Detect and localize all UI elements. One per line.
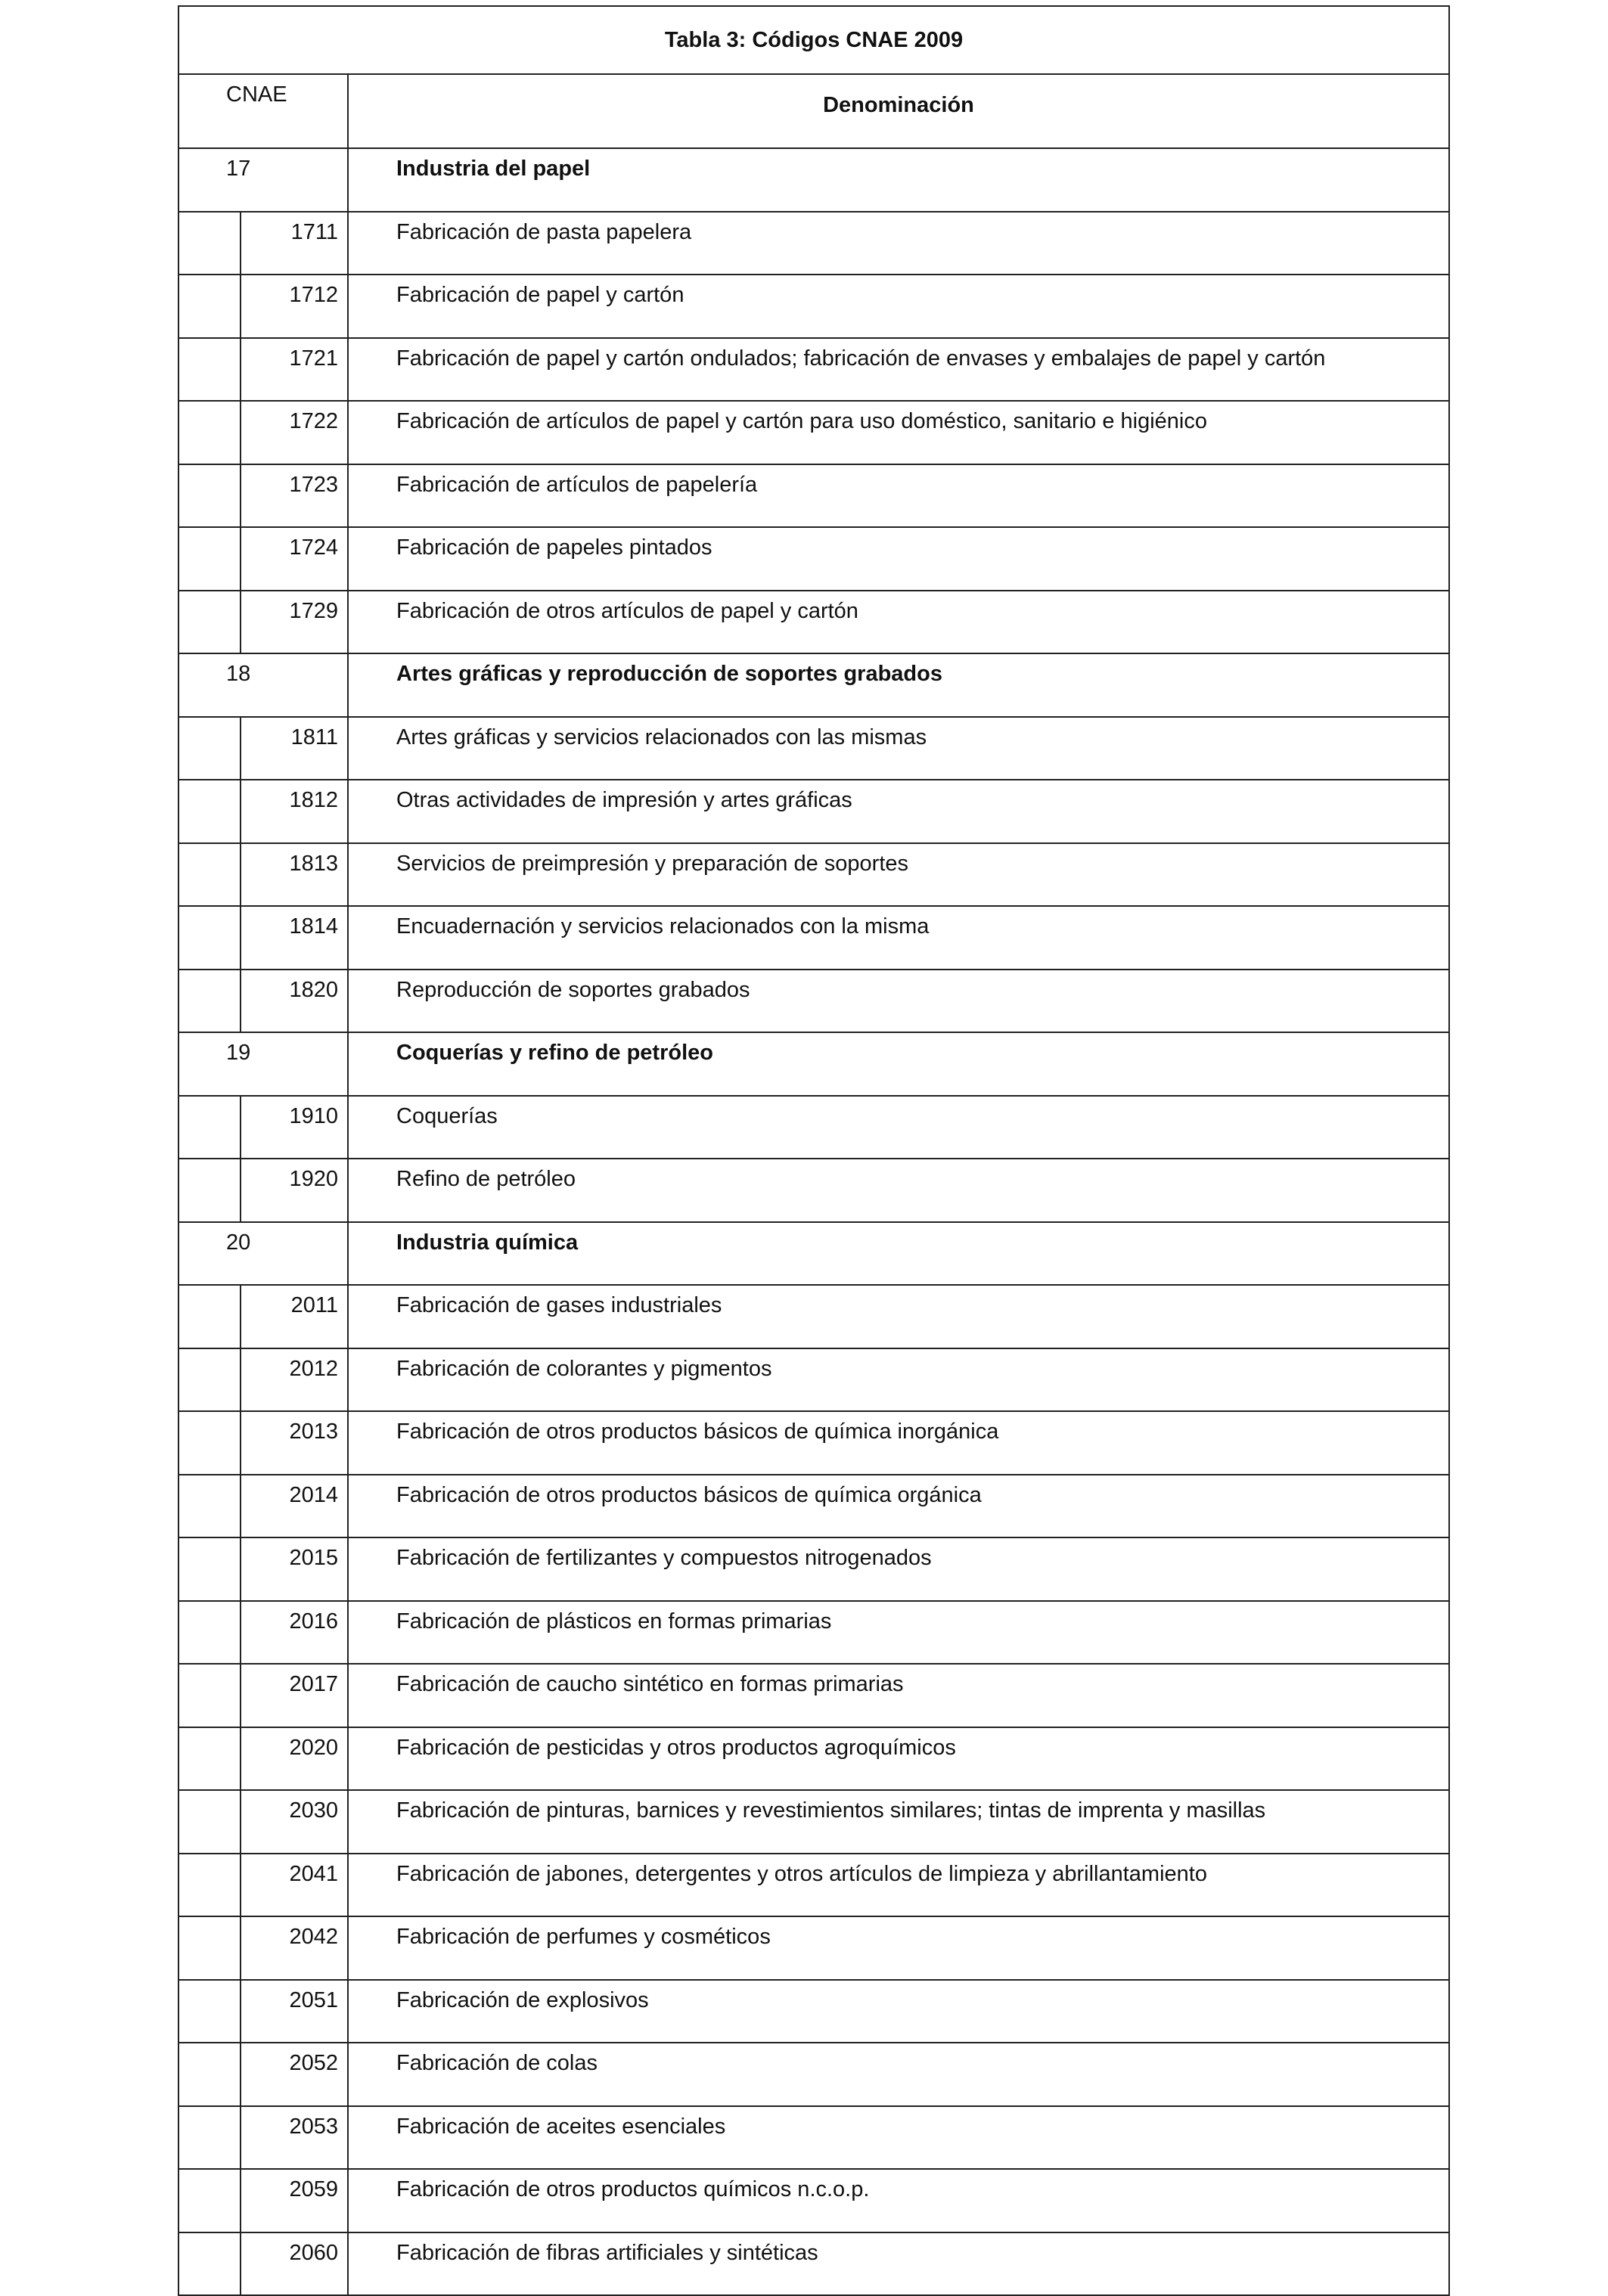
cnae-table (178, 5, 1450, 2296)
indent-cell (178, 1159, 241, 1222)
table-row (178, 1475, 1449, 1538)
indent-cell (178, 1727, 241, 1791)
item-code: 2060 (241, 2232, 348, 2296)
item-code: 1811 (241, 717, 348, 780)
item-code: 1723 (241, 464, 348, 528)
table-row (178, 2043, 1449, 2106)
item-code: 1814 (241, 906, 348, 970)
group-name: Artes gráficas y reproducción de soportes grabados (348, 653, 1449, 717)
table-row (178, 1411, 1449, 1475)
item-code: 1711 (241, 212, 348, 275)
indent-cell (178, 906, 241, 970)
item-name: Fabricación de pesticidas y otros productos agroquímicos (348, 1727, 1449, 1791)
header-denominacion: Denominación (348, 74, 1449, 148)
item-name: Refino de petróleo (348, 1159, 1449, 1222)
item-code: 2012 (241, 1348, 348, 1412)
item-name: Otras actividades de impresión y artes gráficas (348, 780, 1449, 843)
table-row (178, 1916, 1449, 1980)
item-code: 1722 (241, 401, 348, 464)
indent-cell (178, 527, 241, 591)
indent-cell (178, 2106, 241, 2170)
table-row (178, 843, 1449, 907)
table-title: Tabla 3: Códigos CNAE 2009 (178, 6, 1449, 74)
item-name: Fabricación de gases industriales (348, 1285, 1449, 1348)
item-name: Fabricación de pasta papelera (348, 212, 1449, 275)
table-row (178, 2169, 1449, 2232)
item-name: Fabricación de otros artículos de papel y cartón (348, 591, 1449, 654)
group-name: Industria química (348, 1222, 1449, 1286)
group-code: 20 (178, 1222, 348, 1286)
indent-cell (178, 1475, 241, 1538)
item-code: 2015 (241, 1537, 348, 1601)
indent-cell (178, 2043, 241, 2106)
item-name: Fabricación de jabones, detergentes y otros artículos de limpieza y abrillantamiento (348, 1854, 1449, 1917)
indent-cell (178, 1537, 241, 1601)
item-code: 2053 (241, 2106, 348, 2170)
item-code: 1910 (241, 1096, 348, 1159)
item-code: 1813 (241, 843, 348, 907)
item-code: 2059 (241, 2169, 348, 2232)
table-row (178, 527, 1449, 591)
indent-cell (178, 717, 241, 780)
item-code: 1812 (241, 780, 348, 843)
table-row (178, 780, 1449, 843)
item-name: Fabricación de papeles pintados (348, 527, 1449, 591)
item-code: 1721 (241, 338, 348, 402)
item-name: Encuadernación y servicios relacionados con la misma (348, 906, 1449, 970)
indent-cell (178, 1790, 241, 1854)
table-row (178, 2106, 1449, 2170)
table-body (178, 6, 1449, 2295)
item-code: 2020 (241, 1727, 348, 1791)
indent-cell (178, 2169, 241, 2232)
item-name: Fabricación de colorantes y pigmentos (348, 1348, 1449, 1412)
item-code: 2011 (241, 1285, 348, 1348)
table-row (178, 1980, 1449, 2043)
group-code: 19 (178, 1032, 348, 1096)
header-cnae: CNAE (178, 74, 348, 148)
item-name: Fabricación de pinturas, barnices y revestimientos similares; tintas de imprenta y masillas (348, 1790, 1449, 1854)
table-row (178, 1348, 1449, 1412)
item-code: 1729 (241, 591, 348, 654)
title-row (178, 6, 1449, 74)
table-row (178, 1096, 1449, 1159)
item-code: 2017 (241, 1664, 348, 1727)
group-name: Industria del papel (348, 148, 1449, 212)
group-row (178, 148, 1449, 212)
table-row (178, 906, 1449, 970)
header-row (178, 74, 1449, 148)
indent-cell (178, 1601, 241, 1665)
indent-cell (178, 1285, 241, 1348)
group-row (178, 1032, 1449, 1096)
group-code: 17 (178, 148, 348, 212)
item-code: 1820 (241, 970, 348, 1033)
item-code: 2041 (241, 1854, 348, 1917)
table-row (178, 1537, 1449, 1601)
table-row (178, 1664, 1449, 1727)
item-code: 1724 (241, 527, 348, 591)
item-code: 2014 (241, 1475, 348, 1538)
indent-cell (178, 2232, 241, 2296)
indent-cell (178, 591, 241, 654)
item-name: Fabricación de otros productos básicos de química inorgánica (348, 1411, 1449, 1475)
table-row (178, 464, 1449, 528)
item-name: Reproducción de soportes grabados (348, 970, 1449, 1033)
indent-cell (178, 780, 241, 843)
item-name: Fabricación de aceites esenciales (348, 2106, 1449, 2170)
indent-cell (178, 464, 241, 528)
item-name: Fabricación de otros productos químicos n.c.o.p. (348, 2169, 1449, 2232)
indent-cell (178, 1854, 241, 1917)
indent-cell (178, 1980, 241, 2043)
indent-cell (178, 401, 241, 464)
group-code: 18 (178, 653, 348, 717)
item-code: 2051 (241, 1980, 348, 2043)
indent-cell (178, 1348, 241, 1412)
table-row (178, 338, 1449, 402)
indent-cell (178, 843, 241, 907)
indent-cell (178, 212, 241, 275)
group-row (178, 653, 1449, 717)
item-name: Coquerías (348, 1096, 1449, 1159)
item-name: Fabricación de fibras artificiales y sintéticas (348, 2232, 1449, 2296)
item-code: 2016 (241, 1601, 348, 1665)
item-name: Fabricación de otros productos básicos de química orgánica (348, 1475, 1449, 1538)
table-row (178, 2232, 1449, 2296)
table-row (178, 1854, 1449, 1917)
item-name: Fabricación de artículos de papel y cartón para uso doméstico, sanitario e higiénico (348, 401, 1449, 464)
indent-cell (178, 1916, 241, 1980)
item-name: Fabricación de papel y cartón (348, 275, 1449, 338)
table-row (178, 1727, 1449, 1791)
group-name: Coquerías y refino de petróleo (348, 1032, 1449, 1096)
indent-cell (178, 1664, 241, 1727)
table-row (178, 275, 1449, 338)
item-name: Fabricación de artículos de papelería (348, 464, 1449, 528)
table-row (178, 1285, 1449, 1348)
item-name: Fabricación de fertilizantes y compuestos nitrogenados (348, 1537, 1449, 1601)
item-name: Fabricación de explosivos (348, 1980, 1449, 2043)
item-code: 1712 (241, 275, 348, 338)
item-name: Fabricación de papel y cartón ondulados; fabricación de envases y embalajes de papel y cartón (348, 338, 1449, 402)
table-row (178, 401, 1449, 464)
item-name: Fabricación de perfumes y cosméticos (348, 1916, 1449, 1980)
table-row (178, 717, 1449, 780)
table-row (178, 591, 1449, 654)
item-name: Artes gráficas y servicios relacionados con las mismas (348, 717, 1449, 780)
table-row (178, 970, 1449, 1033)
item-code: 1920 (241, 1159, 348, 1222)
indent-cell (178, 275, 241, 338)
item-code: 2052 (241, 2043, 348, 2106)
indent-cell (178, 338, 241, 402)
item-name: Fabricación de caucho sintético en formas primarias (348, 1664, 1449, 1727)
indent-cell (178, 1411, 241, 1475)
item-code: 2013 (241, 1411, 348, 1475)
item-code: 2042 (241, 1916, 348, 1980)
item-name: Servicios de preimpresión y preparación de soportes (348, 843, 1449, 907)
table-row (178, 1159, 1449, 1222)
group-row (178, 1222, 1449, 1286)
table-row (178, 1601, 1449, 1665)
table-row (178, 1790, 1449, 1854)
item-code: 2030 (241, 1790, 348, 1854)
indent-cell (178, 1096, 241, 1159)
table-row (178, 212, 1449, 275)
item-name: Fabricación de colas (348, 2043, 1449, 2106)
indent-cell (178, 970, 241, 1033)
item-name: Fabricación de plásticos en formas primarias (348, 1601, 1449, 1665)
